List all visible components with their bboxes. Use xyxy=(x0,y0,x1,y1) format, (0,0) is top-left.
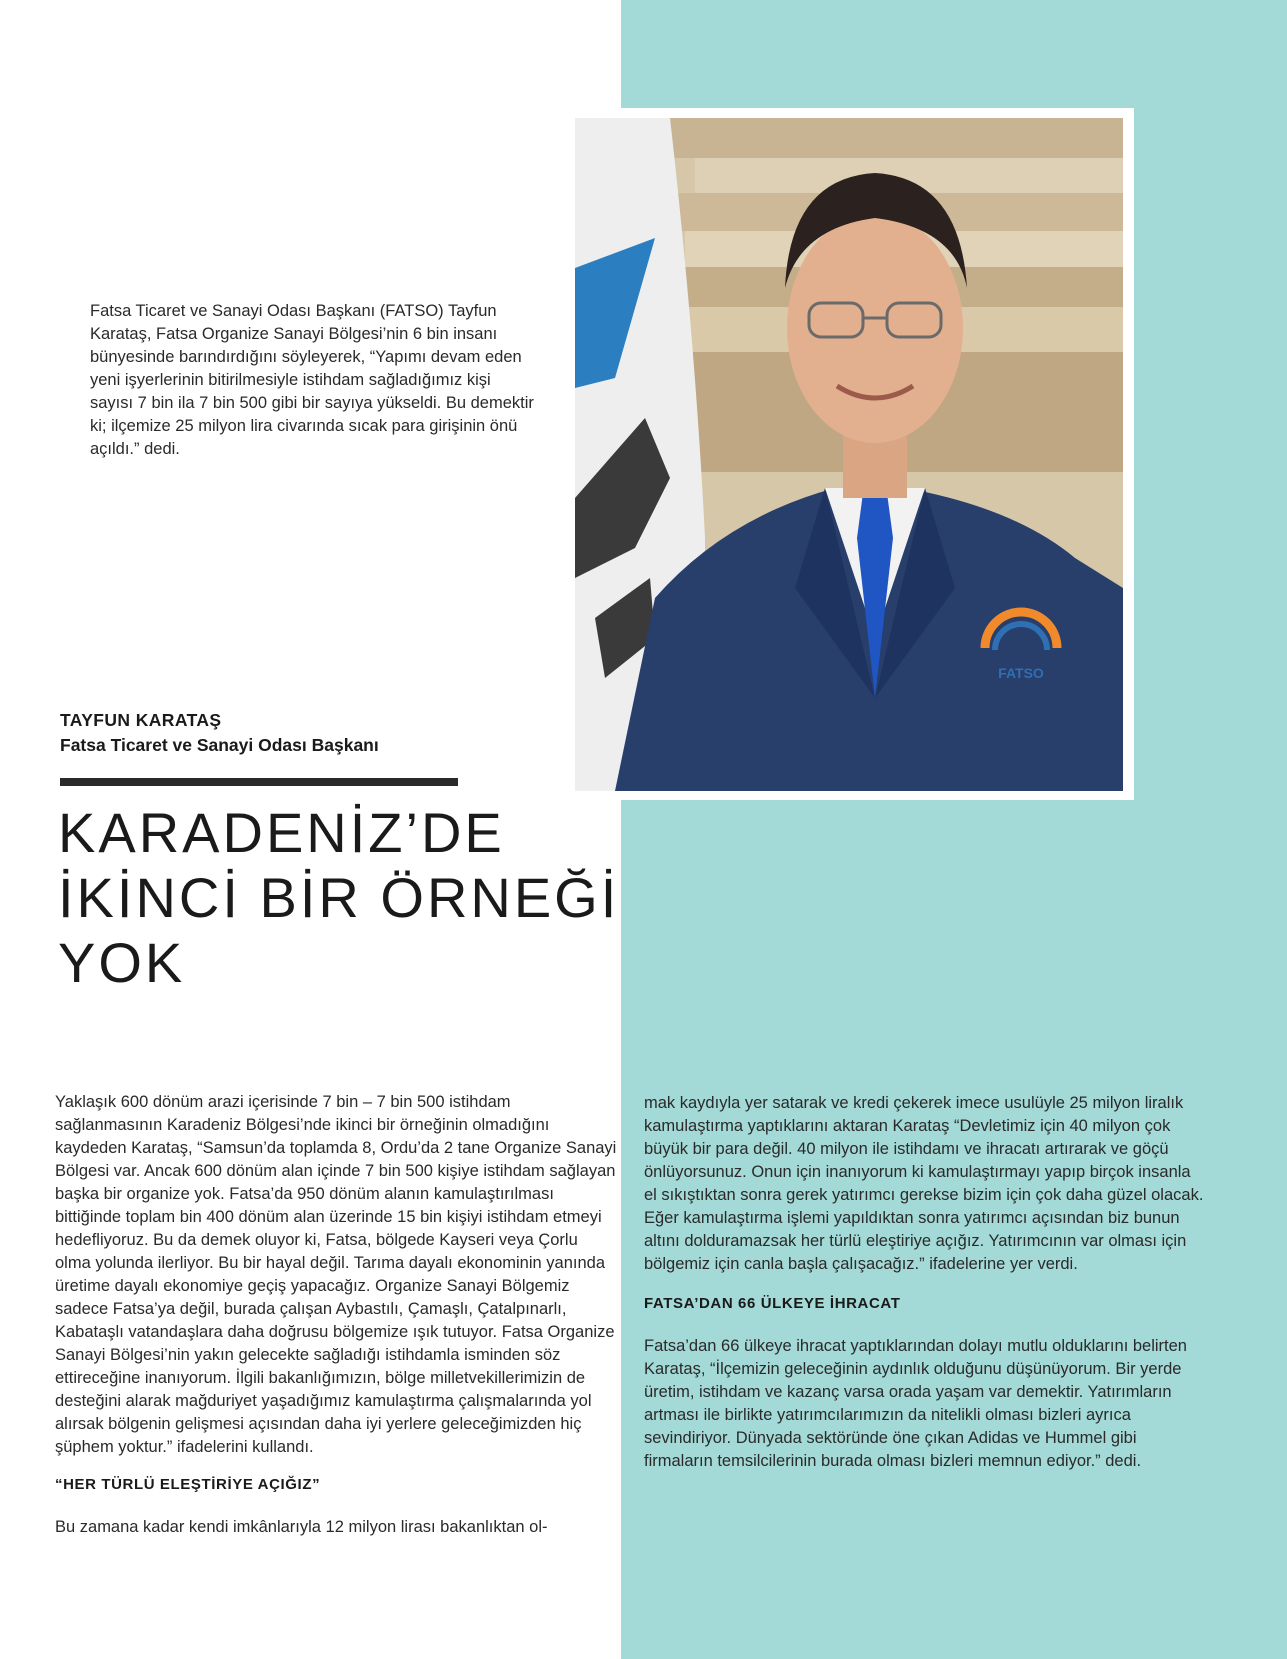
fatso-logo-text: FATSO xyxy=(998,665,1044,681)
headline-line-2: İKİNCİ BİR ÖRNEĞİ xyxy=(58,866,620,929)
divider-rule xyxy=(60,778,458,786)
body-paragraph: mak kaydıyla yer satarak ve kredi çekerek imece usulüyle 25 milyon liralık kamulaştırma yaptıklarını aktaran Karataş “Devletimiz için 40 milyon çok büyük bir para değil. 40 milyon ile istihdamı ve ihracatı artırarak ve göçü önlüyorsunuz. Onun için inanıyorum ki kamulaştırmayı yapıp birçok insanla el sıkıştıktan sonra gerek yatırımcı gerekse bizim için çok daha güzel olacak. Eğer kamulaştırma işlemi yapıldıktan sonra yatırımcı açısından biz bunun altını dolduramazsak her türlü eleştiriye açığız. Yatırımcının var olması için bölgemiz için canla başla çalışacağız.” ifadelerine yer verdi. xyxy=(644,1094,1204,1273)
section-subhead: “HER TÜRLÜ ELEŞTİRİYE AÇIĞIZ” xyxy=(55,1476,321,1493)
portrait-photo xyxy=(575,118,1123,791)
headline-line-3: YOK xyxy=(58,931,186,994)
author-title: Fatsa Ticaret ve Sanayi Odası Başkanı xyxy=(60,735,379,755)
author-name: TAYFUN KARATAŞ xyxy=(60,710,222,730)
body-column-right xyxy=(644,1092,1204,1473)
body-column-left xyxy=(55,1091,617,1539)
body-paragraph: Yaklaşık 600 dönüm arazi içerisinde 7 bin – 7 bin 500 istihdam sağlanmasının Karadeniz Bölgesi’nde ikinci bir örneğinin olmadığını kaydeden Karataş, “Samsun’da toplamda 8, Ordu’da 2 tane Organize Sanayi Bölgesi var. Ancak 600 dönüm alan içinde 7 bin 500 kişiye istihdam sağlayan başka bir organize yok. Fatsa’da 950 dönüm alanın kamulaştırılması bittiğinde toplam bin 400 dönüm alan üzerinde 15 bin kişiyi istihdam etmeyi hedefliyoruz. Bu da demek oluyor ki, Fatsa, bölgede Kayseri veya Çorlu olma yolunda ilerliyor. Bu bir hayal değil. Tarıma dayalı ekonominin yanında üretime dayalı ekonomiye geçiş yapacağız. Organize Sanayi Bölgemiz sadece Fatsa’ya değil, burada çalışan Aybastılı, Çamaşlı, Çatalpınarlı, Kabataşlı vatandaşlara daha doğrusu bölgemize ışık tutuyor. Fatsa Organize Sanayi Bölgesi’nin yakın gelecekte sağladığı istihdamla isminden söz ettireceğine inanıyorum. İlgili bakanlığımızın, bölge milletvekillerimizin de desteğini alarak mağduriyet yaşadığımız kamulaştırma çalışmalarında yol alırsak bölgenin gelişmesi açısından daha iyi yerlere geleceğimizden hiç şüphem yoktur.” ifadelerini kullandı. xyxy=(55,1093,617,1456)
section-subhead: FATSA’DAN 66 ÜLKEYE İHRACAT xyxy=(644,1295,901,1312)
headline-line-1: KARADENİZ’DE xyxy=(58,801,505,864)
body-paragraph: Bu zamana kadar kendi imkânlarıyla 12 milyon lirası bakanlıktan ol- xyxy=(55,1518,548,1536)
headline xyxy=(58,800,618,995)
body-paragraph: Fatsa’dan 66 ülkeye ihracat yaptıklarından dolayı mutlu olduklarını belirten Karataş, “İlçemizin geleceğinin aydınlık olduğunu düşünüyorum. Bir yerde üretim, istihdam ve kazanç varsa orada yaşam var demektir. Yatırımların artması ile birlikte yatırımcılarımızın da nitelikli olması bizleri ayrıca sevindiriyor. Dünyada sektöründe öne çıkan Adidas ve Hummel gibi firmaların temsilcilerinin burada olması bizleri memnun ediyor.” dedi. xyxy=(644,1337,1187,1470)
intro-paragraph: Fatsa Ticaret ve Sanayi Odası Başkanı (FATSO) Tayfun Karataş, Fatsa Organize Sanayi Bölgesi’nin 6 bin insanı bünyesinde barındırdığını söyleyerek, “Yapımı devam eden yeni işyerlerinin bitirilmesiyle istihdam sağladığımız kişi sayısı 7 bin ila 7 bin 500 gibi bir sayıya yükseldi. Bu demektir ki; ilçemize 25 milyon lira civarında sıcak para girişinin önü açıldı.” dedi. xyxy=(90,302,534,458)
